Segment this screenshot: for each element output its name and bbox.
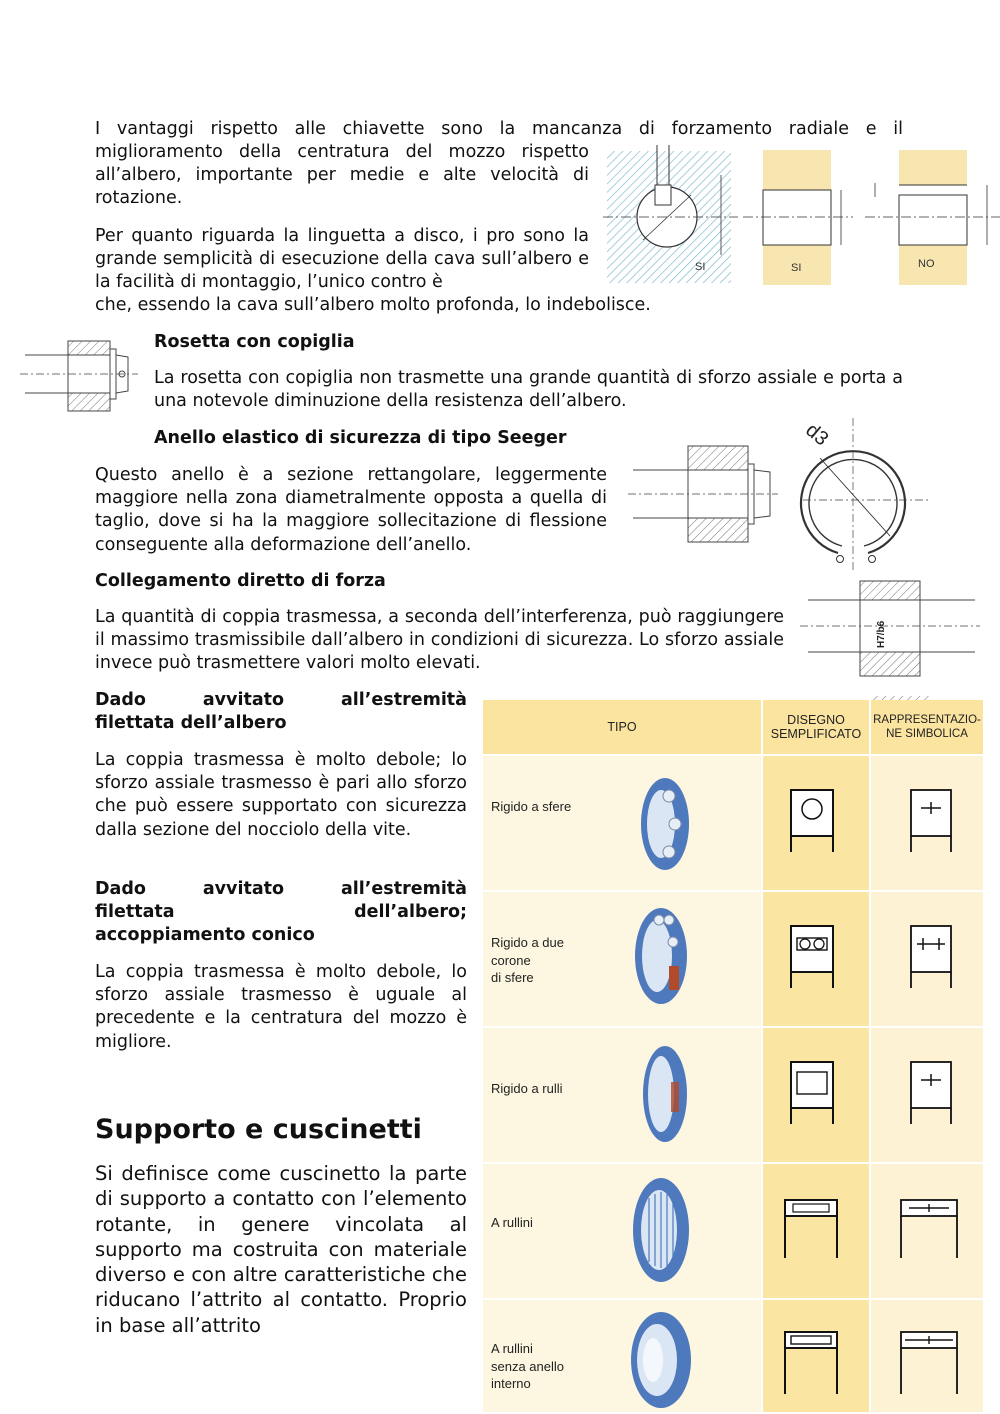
label-no: NO bbox=[918, 258, 935, 270]
dado2-heading-a: Dado avvitato all’estremità bbox=[95, 879, 467, 899]
row-label: A rullini senza anello interno bbox=[491, 1341, 564, 1391]
disk-key-paragraph: Per quanto riguarda la linguetta a disco, i pro sono la grande semplicità di esecuzione della cava sull’albero e la facilità di montaggio, l’unico contro è bbox=[95, 226, 589, 293]
bearing-image bbox=[633, 776, 693, 872]
forza-heading: Collegamento diretto di forza bbox=[95, 571, 386, 591]
table-row bbox=[483, 1164, 983, 1298]
table-row bbox=[483, 756, 983, 890]
section-paragraph: Si definisce come cuscinetto la parte di supporto a contatto con l’elemento rotante, in genere vincolata al supporto ma costruita con materiale diverso e con altre caratteristiche che riducano l’attrito al contatto. Proprio in base all’attrito bbox=[95, 1162, 467, 1337]
row-label: Rigido a rulli bbox=[491, 1081, 563, 1096]
simplified-drawing bbox=[789, 1060, 835, 1124]
intro-first-line: I vantaggi rispetto alle chiavette sono la mancanza di forzamento radiale e il bbox=[95, 119, 903, 139]
section-title: Supporto e cuscinetti bbox=[95, 1114, 422, 1145]
bearing-image bbox=[633, 1042, 693, 1146]
table-row bbox=[483, 1028, 983, 1162]
rosetta-paragraph: La rosetta con copiglia non trasmette una grande quantità di sforzo assiale e porta a una notevole diminuzione della resistenza dell’albero. bbox=[154, 368, 903, 412]
disk-key-figure bbox=[603, 145, 1000, 287]
rosetta-heading: Rosetta con copiglia bbox=[154, 332, 355, 352]
rosetta-figure bbox=[20, 335, 138, 415]
seeger-paragraph: Questo anello è a sezione rettangolare, leggermente maggiore nella zona diametralmente opposta a quella di taglio, dove si ha la maggiore sollecitazione di flessione conseguente alla deformazione dell’anello. bbox=[95, 465, 607, 555]
label-si-right: SI bbox=[791, 262, 802, 274]
row-label: Rigido a due corone di sfere bbox=[491, 935, 564, 985]
dado1-heading-b: filettata dell’albero bbox=[95, 713, 287, 733]
forza-paragraph: La quantità di coppia trasmessa, a seconda dell’interferenza, può raggiungere il massimo trasmissibile dall’albero in condizioni di sicurezza. Lo sforzo assiale invece può trasmettere valori molto elevati. bbox=[95, 607, 784, 674]
header-disegno: DISEGNO SEMPLIFICATO bbox=[770, 713, 862, 741]
symbolic-drawing bbox=[899, 1198, 959, 1258]
symbolic-drawing bbox=[909, 924, 953, 988]
table-row bbox=[483, 892, 983, 1026]
dado2-paragraph: La coppia trasmessa è molto debole, lo sforzo assiale trasmesso è uguale al precedente e la centratura del mozzo è migliore. bbox=[95, 962, 467, 1052]
seeger-dim-label: d3 bbox=[801, 419, 833, 451]
seeger-heading: Anello elastico di sicurezza di tipo Seeger bbox=[154, 428, 567, 448]
header-tipo: TIPO bbox=[607, 720, 637, 734]
row-label: A rullini bbox=[491, 1215, 533, 1230]
simplified-drawing bbox=[789, 788, 835, 852]
dado2-heading-b: filettata dell’albero; bbox=[95, 902, 467, 922]
simplified-drawing bbox=[783, 1198, 839, 1258]
header-rappresentazione: RAPPRESENTAZIO- NE SIMBOLICA bbox=[873, 714, 981, 740]
bearing-image bbox=[629, 1174, 693, 1286]
dado2-heading-c: accoppiamento conico bbox=[95, 925, 315, 945]
disk-key-paragraph-end: che, essendo la cava sull’albero molto profonda, lo indebolisce. bbox=[95, 295, 651, 315]
symbolic-drawing bbox=[909, 788, 953, 852]
symbolic-drawing bbox=[909, 1060, 953, 1124]
row-label: Rigido a sfere bbox=[491, 799, 572, 814]
intro-paragraph: miglioramento della centratura del mozzo rispetto all’albero, importante per medie e alte velocità di rotazione. bbox=[95, 142, 589, 209]
bearing-table bbox=[483, 700, 983, 1412]
seeger-figure bbox=[628, 418, 928, 573]
dado1-heading-a: Dado avvitato all’estremità bbox=[95, 690, 467, 710]
simplified-drawing bbox=[789, 924, 835, 988]
dado1-paragraph: La coppia trasmessa è molto debole; lo sforzo assiale trasmesso è pari allo sforzo che può essere supportato con sicurezza dalla sezione del nocciolo della vite. bbox=[95, 750, 467, 840]
bearing-image bbox=[623, 1310, 695, 1410]
fit-label: H7/b6 bbox=[876, 620, 887, 648]
label-si-left: SI bbox=[695, 261, 706, 273]
simplified-drawing bbox=[783, 1330, 839, 1394]
bearing-image bbox=[629, 906, 691, 1006]
forza-figure bbox=[800, 578, 980, 704]
symbolic-drawing bbox=[899, 1330, 959, 1394]
table-row bbox=[483, 1300, 983, 1412]
